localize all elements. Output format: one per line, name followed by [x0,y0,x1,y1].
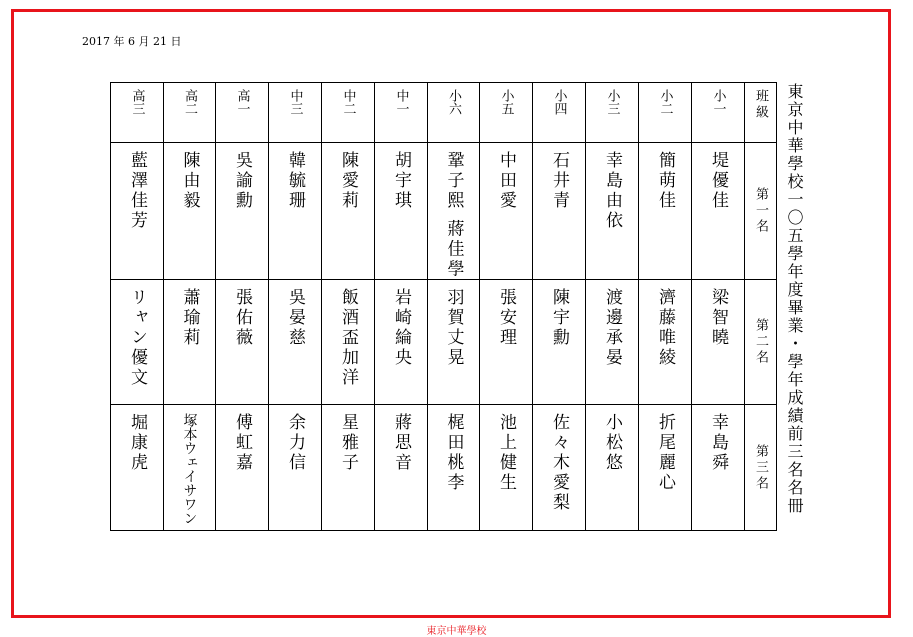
name-cell [216,405,269,531]
name-cell [533,143,586,280]
name-cell [639,280,692,405]
name-cell [428,405,480,531]
student-name: 胡宇琪 [391,151,411,211]
name-cell [586,405,639,531]
class-name: 小六 [446,89,461,115]
name-cell [164,280,216,405]
name-cell [480,405,533,531]
class-cell [322,83,375,143]
document-title: 東京中華學校一〇五學年度畢業・學年成績前三名名冊 [785,83,804,515]
class-name: 小一 [710,89,726,115]
class-name: 高二 [182,89,197,115]
student-name: 簡萌佳 [655,151,675,211]
class-cell [164,83,216,143]
name-cell [428,143,480,280]
student-name: 藍澤佳芳 [127,151,147,231]
document-date: 2017 年 6 月 21 日 [82,35,182,48]
class-name: 小五 [498,89,514,115]
name-cell [164,405,216,531]
name-cell [639,405,692,531]
name-cell [639,143,692,280]
student-name: 吳諭勳 [232,151,252,211]
student-name: 星雅子 [338,413,358,474]
student-name: 中田愛 [496,151,516,211]
student-name: 幸島舜 [708,413,728,474]
name-cell [322,143,375,280]
rank-row-second [111,280,777,405]
rank-label-cell [745,143,777,280]
student-name: 陳宇勳 [549,288,569,349]
name-cell [269,143,322,280]
student-name: 濟藤唯綾 [655,288,675,369]
name-cell [428,280,480,405]
class-cell [216,83,269,143]
student-name: 佐々木愛梨 [549,413,569,514]
student-name: 岩崎綸央 [391,288,411,369]
header-cell [745,83,777,143]
student-name: リャン優文 [127,288,147,389]
class-name: 中一 [393,89,409,115]
class-name: 中三 [287,89,303,115]
name-cell [269,405,322,531]
name-cell [164,143,216,280]
name-cell [586,143,639,280]
name-cell [692,280,745,405]
student-name: 折尾麗心 [655,413,675,494]
student-name: 蕭瑜莉 [179,288,200,349]
name-cell [692,405,745,531]
class-cell [111,83,164,143]
name-cell [322,280,375,405]
class-name: 小四 [551,89,567,115]
name-cell [692,143,745,280]
name-cell [269,280,322,405]
name-cell [533,405,586,531]
class-name: 小二 [657,89,673,115]
rank-label-cell [745,280,777,405]
student-name: 陳愛莉 [338,151,358,211]
student-name: 池上健生 [496,413,516,494]
name-cell [375,280,428,405]
student-name: 余力信 [285,413,305,474]
name-cell [480,143,533,280]
class-cell [480,83,533,143]
class-name: 高三 [129,89,145,115]
student-name: 渡邊承晏 [602,288,622,369]
honor-roll-table [110,82,777,531]
rank-label-cell [745,405,777,531]
class-cell [639,83,692,143]
student-name: 羽賀丈晃 [443,288,464,369]
name-cell [322,405,375,531]
name-cell [216,280,269,405]
student-name: 傅虹嘉 [232,413,252,474]
header-label: 班級 [753,89,768,121]
student-name: 飯酒盃加洋 [338,288,358,389]
class-name: 中二 [340,89,356,115]
student-name: 韓毓珊 [285,151,305,211]
footer-school-name: 東京中華學校 [426,626,487,637]
class-name: 高一 [234,89,250,115]
student-name: 塚本ウェイサワン [181,413,198,526]
student-name: 吳晏慈 [285,288,305,349]
class-cell [375,83,428,143]
name-cell [533,280,586,405]
class-cell [428,83,480,143]
name-cell [375,405,428,531]
name-cell [111,143,164,280]
student-name: 陳由毅 [179,151,200,211]
name-cell [111,280,164,405]
class-row [111,83,777,143]
rank-label: 第二名 [753,318,768,367]
student-name: 小松悠 [602,413,622,474]
rank-label: 第一名 [753,187,768,236]
student-name: 鞏子熙 蔣佳學 [443,151,464,280]
name-cell [216,143,269,280]
rank-label: 第三名 [753,443,768,492]
student-name: 梶田桃李 [443,413,464,494]
name-cell [586,280,639,405]
name-cell [480,280,533,405]
student-name: 堤優佳 [708,151,728,211]
student-name: 堀康虎 [127,413,147,474]
student-name: 石井青 [549,151,569,211]
rank-row-third [111,405,777,531]
class-cell [533,83,586,143]
name-cell [375,143,428,280]
class-cell [269,83,322,143]
student-name: 張安理 [496,288,516,349]
student-name: 梁智曉 [708,288,728,349]
rank-row-first [111,143,777,280]
student-name: 張佑薇 [232,288,252,349]
name-cell [111,405,164,531]
class-name: 小三 [604,89,620,115]
student-name: 幸島由依 [602,151,622,231]
student-name: 蔣思音 [391,413,411,474]
class-cell [692,83,745,143]
class-cell [586,83,639,143]
